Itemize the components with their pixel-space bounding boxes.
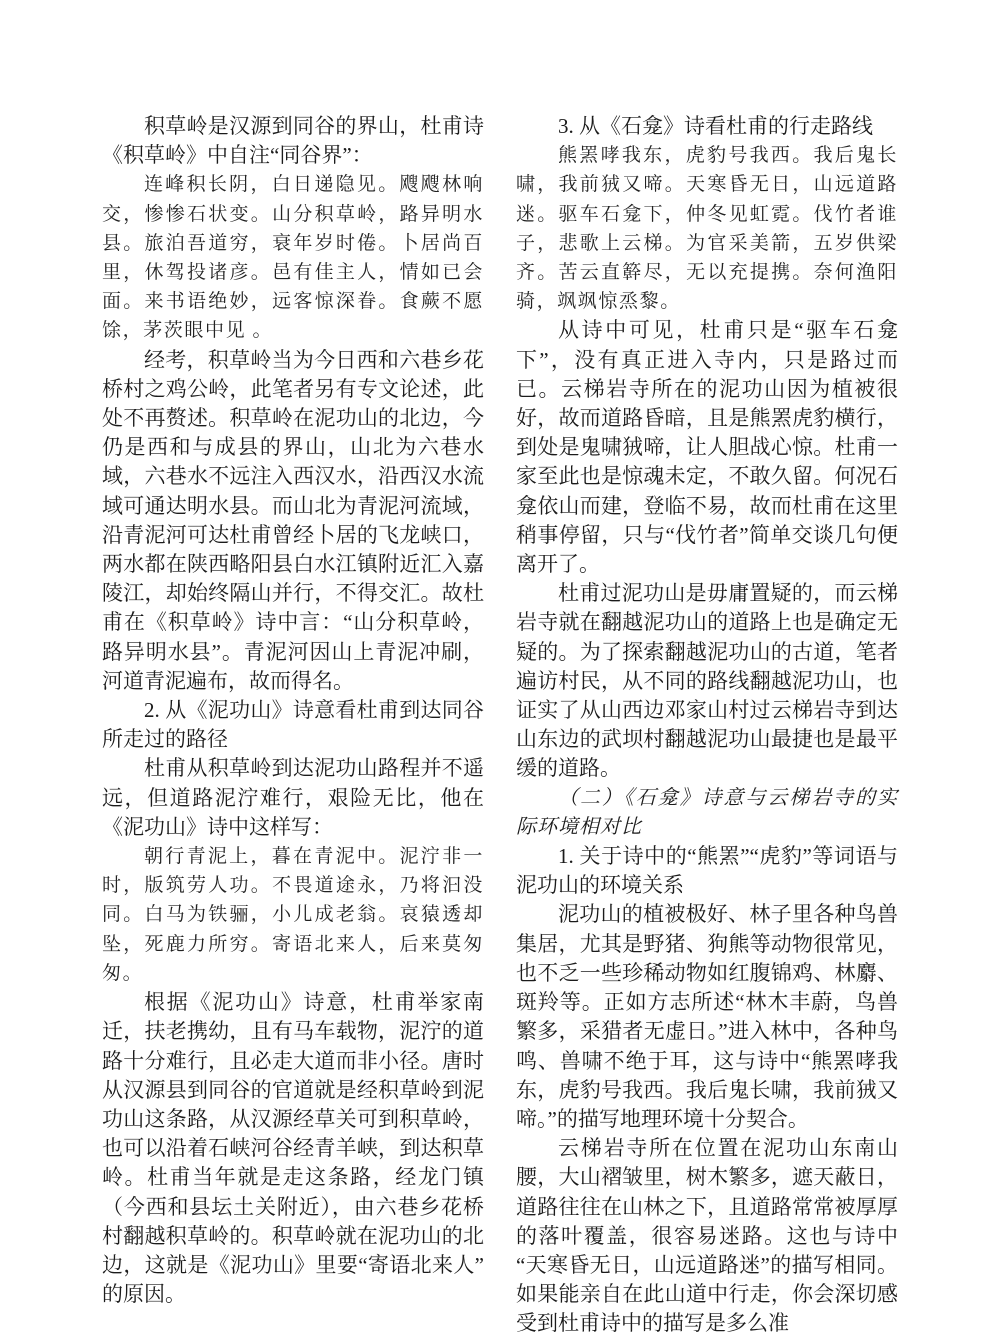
paragraph: 云梯岩寺所在位置在泥功山东南山腰，大山褶皱里，树木繁多，遮天蔽日，道路往往在山林之下，且道路常常被厚厚的落叶覆盖，很容易迷路。这也与诗中“天寒昏无日，山远道路迷”的描写相同。如果能亲自在此山道中行走，你会深切感受到杜甫诗中的描写是多么准 xyxy=(516,1136,898,1336)
poem-quote: 朝行青泥上，暮在青泥中。泥泞非一时，版筑劳人功。不畏道途永，乃将汩没同。白马为铁骊，小儿成老翁。哀猿透却坠，死鹿力所穷。寄语北来人，后来莫匆匆。 xyxy=(102,846,484,984)
paragraph: 经考，积草岭当为今日西和六巷乡花桥村之鸡公岭，此笔者另有专文论述，此处不再赘述。积草岭在泥功山的北边，今仍是西和与成县的界山，山北为六巷水域，六巷水不远注入西汉水，沿西汉水流域可通达明水县。而山北为青泥河流域，沿青泥河可达杜甫曾经卜居的飞龙峡口，两水都在陕西略阳县白水江镇附近汇入嘉陵江，却始终隔山并行，不得交汇。故杜甫在《积草岭》诗中言：“山分积草岭，路异明水县”。青泥河因山上青泥冲刷，河道青泥遍布，故而得名。 xyxy=(102,347,484,693)
poem-quote: 熊罴哮我东，虎豹号我西。我后鬼长啸，我前狨又啼。天寒昏无日，山远道路迷。驱车石龛下，仲冬见虹霓。伐竹者谁子，悲歌上云梯。为官采美箭，五岁供梁齐。苦云直簳尽，无以充提携。奈何渔阳骑，飒飒惊烝黎。 xyxy=(516,145,898,313)
section-heading: 2. 从《泥功山》诗意看杜甫到达同谷所走过的路径 xyxy=(102,698,484,752)
subsection-heading: （二）《石龛》诗意与云梯岩寺的实际环境相对比 xyxy=(516,786,898,838)
section-heading: 1. 关于诗中的“熊罴”“虎豹”等词语与泥功山的环境关系 xyxy=(516,844,898,898)
paragraph: 杜甫从积草岭到达泥功山路程并不遥远，但道路泥泞难行，艰险无比，他在《泥功山》诗中这样写： xyxy=(102,756,484,839)
paragraph: 从诗中可见，杜甫只是“驱车石龛下”，没有真正进入寺内，只是路过而已。云梯岩寺所在的泥功山因为植被很好，故而道路昏暗，且是熊罴虎豹横行，到处是鬼啸狨啼，让人胆战心惊。杜甫一家至此也是惊魂未定，不敢久留。何况石龛依山而建，登临不易，故而杜甫在这里稍事停留，只与“伐竹者”简单交谈几句便离开了。 xyxy=(516,318,898,577)
paragraph: 积草岭是汉源到同谷的界山，杜甫诗《积草岭》中自注“同谷界”： xyxy=(102,114,484,168)
paragraph: 杜甫过泥功山是毋庸置疑的，而云梯岩寺就在翻越泥功山的道路上也是确定无疑的。为了探索翻越泥功山的古道，笔者遍访村民，从不同的路线翻越泥功山，也证实了从山西边邓家山村过云梯岩寺到达山东边的武坝村翻越泥功山最捷也是最平缓的道路。 xyxy=(516,581,898,781)
paragraph: 根据《泥功山》诗意，杜甫举家南迁，扶老携幼，且有马车载物，泥泞的道路十分难行，且必走大道而非小径。唐时从汉源县到同谷的官道就是经积草岭到泥功山这条路，从汉源经草关可到积草岭，也可以沿着石峡河谷经青羊峡，到达积草岭。杜甫当年就是走这条路，经龙门镇（今西和县坛土关附近），由六巷乡花桥村翻越积草岭的。积草岭就在泥功山的北边，这就是《泥功山》里要“寄语北来人”的原因。 xyxy=(102,990,484,1307)
paragraph: 泥功山的植被极好、林子里各种鸟兽集居，尤其是野猪、狗熊等动物很常见，也不乏一些珍稀动物如红腹锦鸡、林麝、斑羚等。正如方志所述“林木丰蔚，鸟兽繁多，采猎者无虚日。”进入林中，各种鸟鸣、兽啸不绝于耳，这与诗中“熊罴哮我东，虎豹号我西。我后鬼长啸，我前狨又啼。”的描写地理环境十分契合。 xyxy=(516,902,898,1131)
poem-quote: 连峰积长阴，白日递隐见。飕飕林响交，惨惨石状变。山分积草岭，路异明水县。旅泊吾道穷，衰年岁时倦。卜居尚百里，休驾投诸彦。邑有佳主人，情如已会面。来书语绝妙，远客惊深眷。食蕨不愿馀，茅茨眼中见 。 xyxy=(102,174,484,342)
left-column xyxy=(102,112,484,1339)
right-column xyxy=(516,112,898,1339)
section-heading: 3. 从《石龛》诗看杜甫的行走路线 xyxy=(558,114,873,138)
two-column-layout xyxy=(102,112,898,1339)
